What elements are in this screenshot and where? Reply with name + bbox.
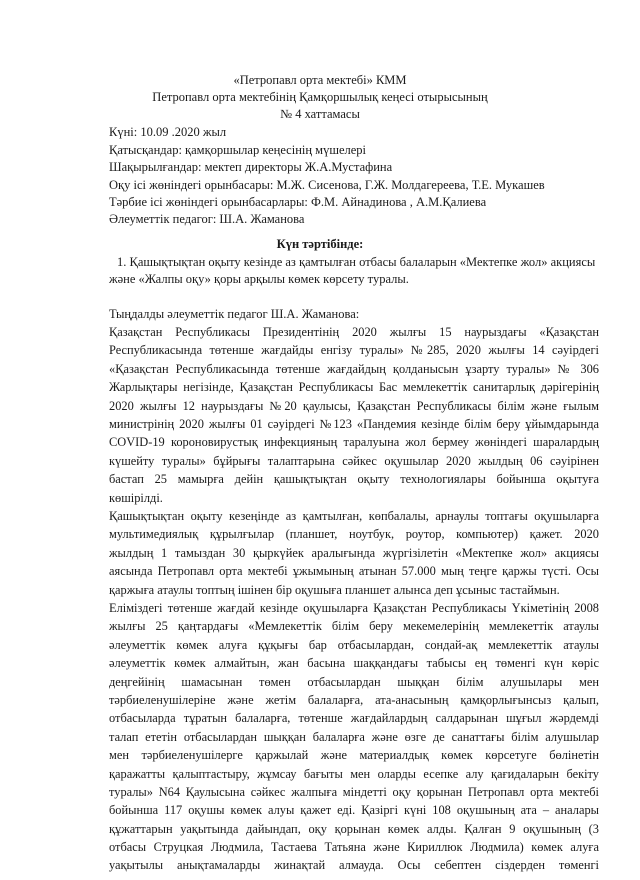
p3-line: тәрбиеленушілеріне және жетім балаларға, ата-анасының қамқорлығынсыз қалып, bbox=[109, 692, 599, 707]
p3-line: жылғы 25 қаңтардағы «Мемлекеттік білім беру мекемелерінің мемлекеттік атаулы bbox=[109, 619, 599, 634]
p2-line: мультимедиялық құрылғылар (планшет, ноутбук, роутор, компьютер) қажет. 2020 bbox=[109, 527, 599, 542]
p1-line: бастап 25 мамырға дейін қашықтықтан оқыту технологиялары бойынша оқытуға bbox=[109, 472, 599, 487]
p3-line: мен тәрбиеленушілерге қаржылай және материалдық көмек көрсетуге бөлінетін bbox=[109, 748, 599, 763]
p3-line: туралы» N64 Қаулысына сәйкес жалпыға міндетті оқу қорынан Петропавл орта мектебі bbox=[109, 784, 599, 799]
paragraph-3 bbox=[109, 599, 599, 875]
p3-line: деңгейінің шамасынан төмен отбасылардан шыққан білім алушылары мен bbox=[109, 674, 599, 689]
paragraph-1 bbox=[109, 323, 599, 507]
heard-speaker: Тыңдалды әлеуметтік педагог Ш.А. Жаманова: bbox=[109, 307, 360, 321]
p3-line: құжаттарын уақытында дайындап, оқу қорынан көмек алды. Қалған 9 оқушының (3 bbox=[109, 821, 599, 836]
social-teacher: Әлеуметтік педагог: Ш.А. Жаманова bbox=[109, 212, 305, 226]
agenda-item-line1: 1. Қашықтықтан оқыту кезінде аз қамтылған отбасы балаларын «Мектепке жол» акциясы bbox=[117, 255, 596, 269]
protocol-number: № 4 хаттамасы bbox=[280, 107, 360, 121]
participants: Қатысқандар: қамқоршылар кеңесінің мүшелері bbox=[109, 143, 367, 157]
p1-line: COVID-19 короновирустық инфекцияның таралуына жол бермеу жөніндегі шаралардың bbox=[109, 435, 599, 450]
p2-line: қаржыға атаулы топтың ішінен бір оқушыға планшет алынса деп ұсыныс тастаймын. bbox=[109, 582, 560, 597]
p2-line: жылдың 1 тамыздан 30 қыркүйек аралығында жүргізілетін «Мектепке жол» акциясы bbox=[109, 545, 599, 560]
p3-line: Еліміздегі төтенше жағдай кезінде оқушыларға Қазақстан Республикасы Үкіметінің 2008 bbox=[109, 601, 599, 615]
p2-line: аясында Петропавл орта мектебі ұжымының атынан 57.000 мың теңге қаржы түсті. Осы bbox=[109, 564, 599, 579]
p1-line: Қазақстан Республикасы Президентінің 2020 жылғы 15 наурыздағы «Қазақстан bbox=[109, 325, 599, 339]
org-title: «Петропавл орта мектебі» КММ bbox=[233, 73, 407, 87]
p3-line: отбасы Струцкая Людмила, Тастаева Татьяна және Кириллюк Людмила) көмек алуға bbox=[109, 840, 599, 855]
p2-line: Қашықтықтан оқыту кезеңінде аз қамтылған, көпбалалы, арнаулы топтағы оқушыларға bbox=[109, 509, 599, 523]
p1-line: 2020 жылғы 12 наурыздағы №20 қаулысы, Қазақстан Республикасы білім және ғылым bbox=[109, 398, 599, 413]
p1-line: Жарлықтары негізінде, Қазақстан Республикасы Бас мемлекеттік санитарлық дәрігерінің bbox=[109, 380, 599, 395]
p3-line: қаражатты қалыптастыру, жұмсау бағыты мен оларды есепке алу қағидаларын бекіту bbox=[109, 766, 599, 781]
p1-line: күшейту туралы» бұйрығы талаптарына сәйкес оқушылар 2020 жылдың 06 сәуірінен bbox=[109, 453, 599, 468]
p1-line: министрінің 2020 жылғы 01 сәуірдегі №123 «Пандемия кезінде білім беру ұйымдарында bbox=[109, 416, 599, 431]
p3-line: отбасыларда тұратын балаларға, төтенше жағдайлардың салдарынан шұғыл жәрдемді bbox=[109, 711, 599, 726]
edu-deputies: Оқу ісі жөніндегі орынбасары: М.Ж. Сисенова, Г.Ж. Молдагереева, Т.Е. Мукашев bbox=[109, 178, 545, 192]
p3-line: әлеуметтік көмек алмайтын, жан басына шаққандағы табысы ең төменгі күн көріс bbox=[109, 656, 599, 671]
p3-line: уақытылы анықтамаларды жинақтай алмауда. Осы себептен сіздерден төменгі bbox=[109, 858, 599, 873]
p1-line: көшірілді. bbox=[109, 490, 163, 505]
p3-line: әлеуметтік көмек алуға құқығы бар отбасылардан, сондай-ақ мемлекеттік атаулы bbox=[109, 637, 599, 652]
p1-line: «Қазақстан Республикасында төтенше жағдайдың қолданысын ұзарту туралы» № 306 bbox=[109, 361, 599, 376]
agenda-item-line2: және «Жалпы оқу» қоры арқылы көмек көрсету туралы. bbox=[109, 272, 409, 286]
p1-line: Республикасында төтенше жағдайды енгізу туралы» №285, 2020 жылғы 14 сәуірдегі bbox=[109, 343, 599, 358]
invited: Шақырылғандар: мектеп директоры Ж.А.Мустафина bbox=[109, 160, 393, 174]
p3-line: бойынша 117 оқушы көмек алуы қажет еді. Қазіргі күні 108 оқушының ата – аналары bbox=[109, 803, 599, 818]
paragraph-2 bbox=[109, 507, 599, 599]
p3-line: талап ететін отбасылардан шыққан балаларға және өзге де санаттағы білім алушылар bbox=[109, 729, 599, 744]
upbringing-deputies: Тәрбие ісі жөніндегі орынбасарлары: Ф.М. Айнадинова , А.М.Қалиева bbox=[109, 195, 487, 209]
meeting-date: Күні: 10.09 .2020 жыл bbox=[109, 125, 227, 139]
agenda-title: Күн тәртібінде: bbox=[276, 237, 364, 251]
council-title: Петропавл орта мектебінің Қамқоршылық кеңесі отырысының bbox=[152, 90, 488, 104]
